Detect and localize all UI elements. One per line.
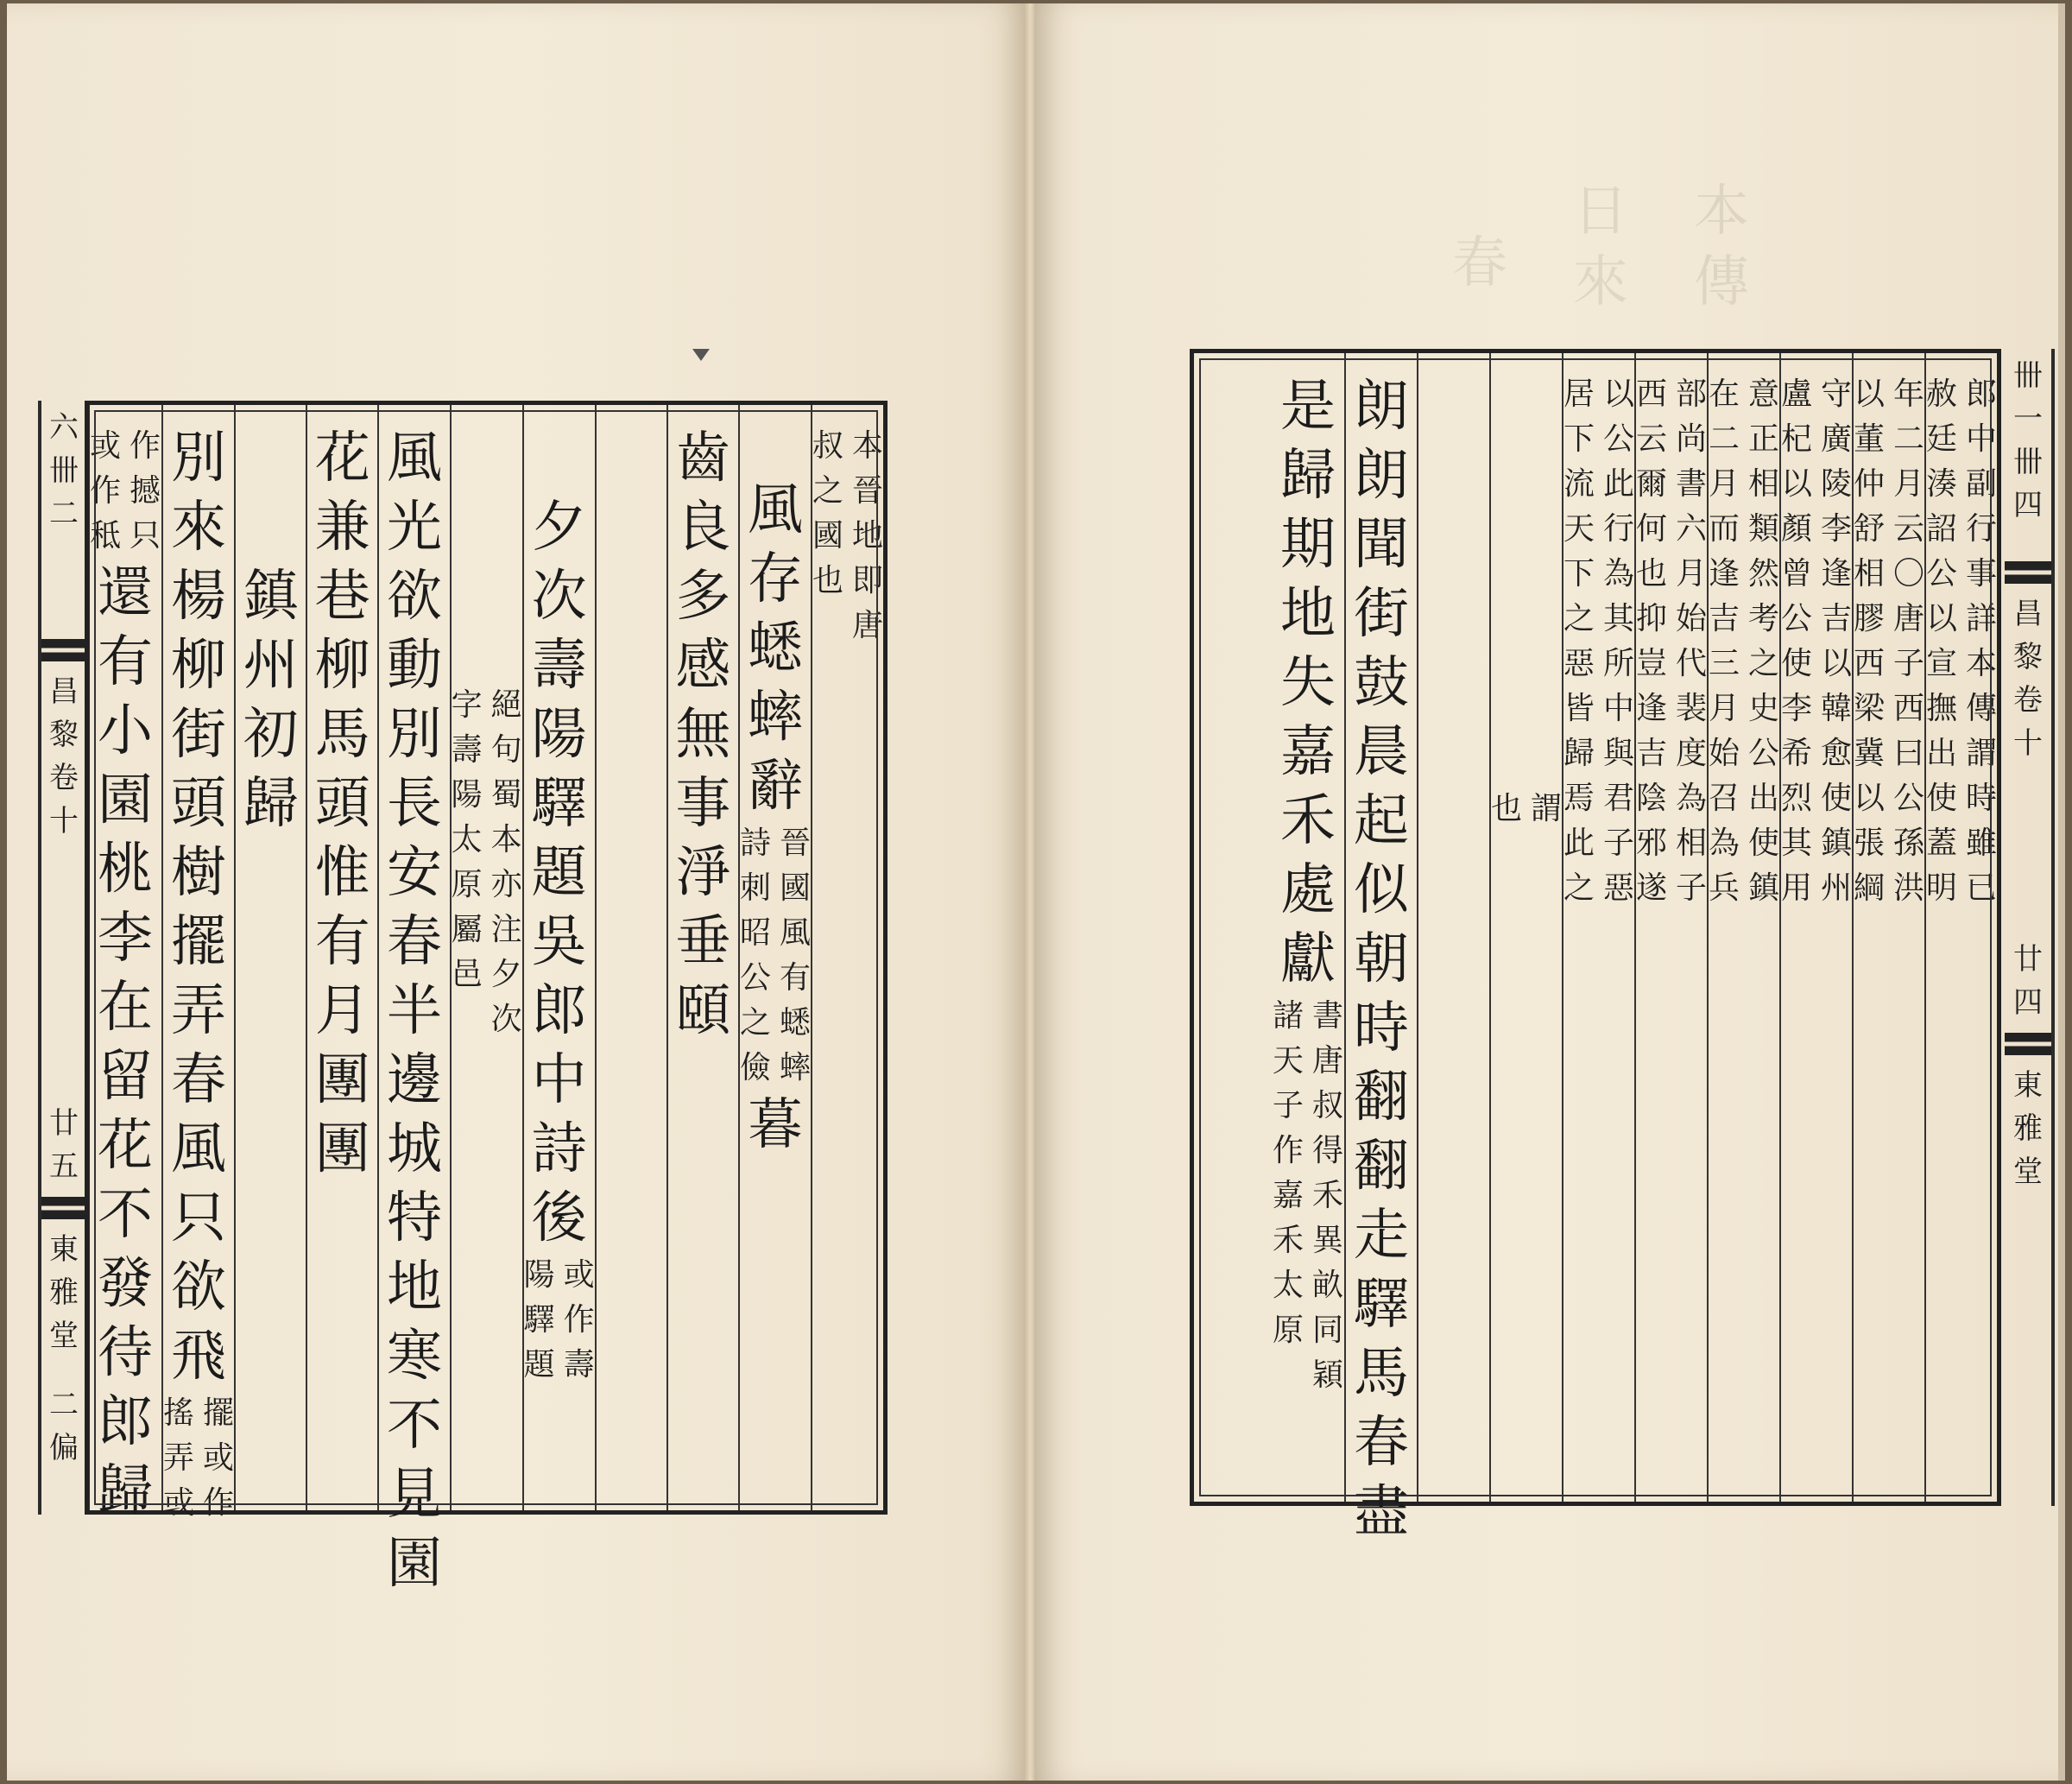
ornament-mark	[692, 349, 710, 361]
text-column	[1489, 353, 1562, 1502]
right-page	[1034, 3, 2058, 1781]
show-through-text: 日來	[1573, 180, 1628, 314]
annotation-line: 部尚書六月始代裴度為相子	[1675, 376, 1707, 906]
main-text: 是歸期地失嘉禾處獻	[1280, 375, 1336, 991]
annotation-line: 本晉地即唐	[851, 428, 883, 643]
annotation-line: 或作壽	[563, 1257, 595, 1382]
annotation-line: 書唐叔得禾異畝同穎	[1311, 998, 1343, 1393]
margin-top-label: 卌一卌四	[2013, 358, 2043, 522]
text-column	[234, 405, 306, 1510]
text-column	[1779, 353, 1852, 1502]
annotation-line: 郎中副行事詳本傳謂時雖已	[1965, 376, 1997, 906]
text-column	[161, 405, 234, 1521]
main-text: 齒良多感無事淨垂頤	[675, 427, 731, 1043]
annotation-line: 以董仲舒相膠西梁冀以張綱	[1853, 376, 1885, 906]
empty-column	[595, 405, 666, 1510]
show-through-text: 本傳	[1694, 180, 1749, 314]
annotation-line: 字壽陽太原屬邑	[451, 687, 483, 992]
annotation-line: 西云爾何也抑豈逢吉陰邪遂	[1635, 376, 1667, 906]
text-column	[1272, 353, 1344, 1502]
left-page	[7, 3, 1027, 1781]
main-text: 別來楊柳街頭樹擺弄春風只欲飛	[170, 427, 226, 1389]
poem-title: 鎮州初歸	[243, 565, 299, 836]
annotation-line: 詩刺昭公之儉	[739, 826, 771, 1085]
annotation-line: 諸天子作嘉禾太原	[1272, 998, 1304, 1348]
annotation-line: 意正相類然考之史公出使鎮	[1747, 376, 1779, 906]
main-text: 存蟋蟀辭	[748, 547, 803, 819]
fish-tail-mark	[2005, 561, 2051, 584]
text-column	[306, 405, 377, 1510]
empty-column	[1417, 353, 1489, 1502]
right-text-block	[1190, 349, 2001, 1544]
margin-top-label: 六卌二	[49, 410, 79, 531]
text-column	[1344, 353, 1417, 1544]
text-column	[1707, 353, 1779, 1502]
left-text-block	[85, 401, 888, 1596]
poem-title: 夕次壽陽驛題吳郎中詩後	[531, 496, 587, 1250]
margin-hall-name: 東雅堂	[2013, 1068, 2043, 1189]
text-column	[89, 405, 161, 1523]
annotation-line: 在二月而逢吉三月始召為兵	[1708, 376, 1740, 906]
annotation-line: 守廣陵李逢吉以韓愈使鎮州	[1820, 376, 1852, 906]
main-text: 花兼巷柳馬頭惟有月團團	[314, 427, 370, 1181]
text-column	[377, 405, 449, 1596]
text-column	[666, 405, 738, 1510]
text-column	[1852, 353, 1924, 1502]
annotation-line: 年二月云〇唐子西曰公孫洪	[1892, 376, 1924, 906]
fish-tail-mark-lower	[2005, 1033, 2051, 1055]
annotation-line: 也	[1490, 791, 1522, 826]
annotation-line: 作撼只	[129, 428, 161, 554]
annotation-line: 晉國風有蟋蟀	[779, 826, 811, 1085]
text-column	[738, 405, 811, 1510]
right-margin-strip	[2005, 349, 2055, 1506]
main-text: 朗朗聞街鼓晨起似朝時翻翻走驛馬春盡	[1354, 375, 1409, 1544]
fish-tail-mark-lower	[41, 1197, 86, 1219]
annotation-line: 謂	[1530, 791, 1562, 826]
text-column	[522, 405, 595, 1510]
annotation-line: 擺或作	[202, 1395, 234, 1521]
margin-leaf-number: 廿五	[49, 1106, 79, 1184]
main-text: 暮	[748, 1093, 803, 1157]
annotation-line: 或作秪	[89, 428, 121, 554]
annotation-line: 搖弄或	[162, 1395, 194, 1521]
margin-bottom-label: 二偏	[49, 1388, 79, 1465]
margin-leaf-number: 廿四	[2013, 942, 2043, 1020]
text-column	[450, 405, 522, 1510]
text-column	[1562, 353, 1634, 1502]
annotation-line: 居下流天下之惡皆歸焉此之	[1563, 376, 1595, 906]
main-text: 風光欲動別長安春半邊城特地寒不見園	[386, 427, 442, 1596]
main-text: 還有小園桃李在留花不發待郎歸	[97, 561, 153, 1523]
annotation-line: 以公此行為其所中與君子惡	[1602, 376, 1634, 906]
main-text: 風	[748, 478, 803, 542]
text-column	[1634, 353, 1707, 1502]
margin-hall-name: 東雅堂	[49, 1232, 79, 1353]
annotation-line: 陽驛題	[523, 1257, 555, 1382]
show-through-text: 春	[1452, 231, 1507, 295]
text-column	[1924, 353, 1997, 1502]
left-margin-strip	[38, 401, 90, 1515]
fish-tail-mark	[41, 639, 86, 661]
text-column	[811, 405, 883, 1510]
margin-title: 昌黎卷十	[49, 674, 79, 838]
annotation-line: 絕句蜀本亦注夕次	[490, 687, 522, 1037]
annotation-line: 叔之國也	[812, 428, 843, 598]
margin-title: 昌黎卷十	[2013, 597, 2043, 761]
annotation-line: 盧杞以顏曾公使李希烈其用	[1780, 376, 1812, 906]
annotation-line: 赦廷湊詔公以宣撫出使蓋明	[1925, 376, 1957, 906]
book-spread	[7, 3, 2065, 1781]
